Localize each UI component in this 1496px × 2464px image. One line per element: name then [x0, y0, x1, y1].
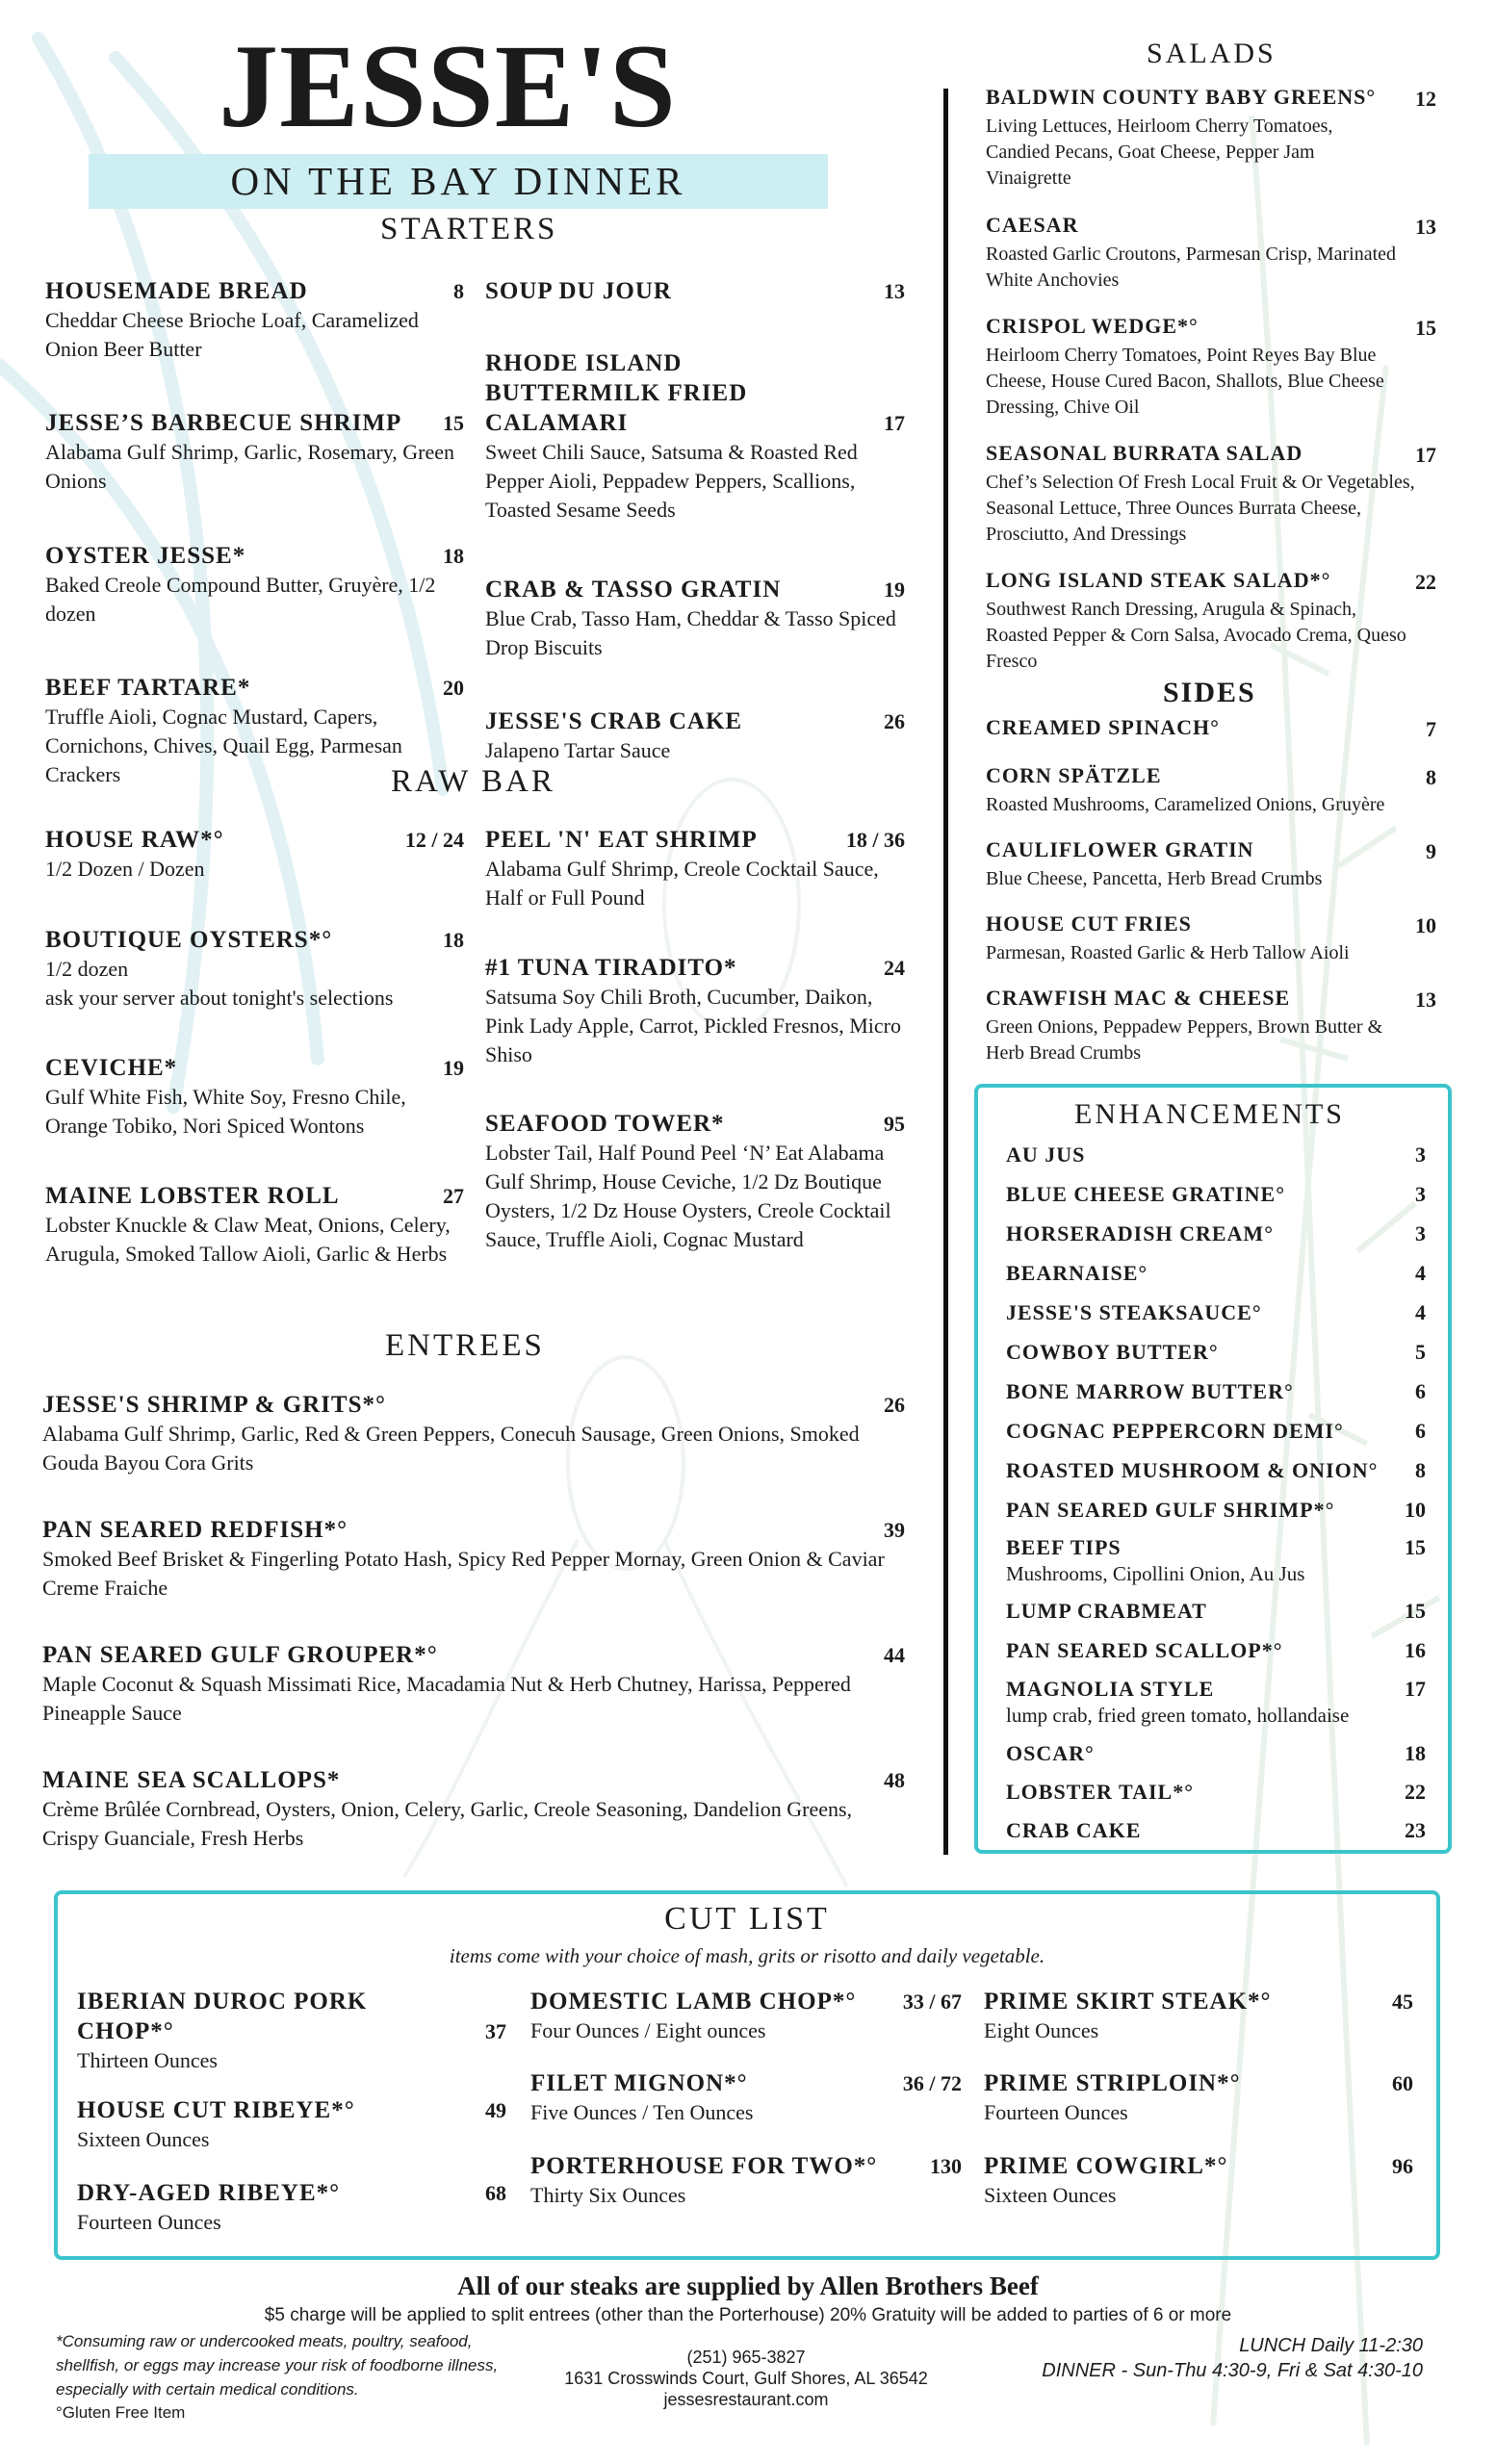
item-description: Blue Cheese, Pancetta, Herb Bread Crumbs [986, 868, 1323, 889]
item-price: 20 [443, 676, 464, 700]
menu-item [986, 836, 1436, 892]
menu-item [45, 825, 464, 884]
item-description: 1/2 dozen [45, 957, 129, 981]
item-description: Thirty Six Ounces [530, 2183, 686, 2207]
item-price: 48 [884, 1768, 905, 1792]
enhancement-item [1006, 1142, 1426, 1168]
item-price: 37 [485, 2019, 506, 2043]
item-price: 16 [1405, 1638, 1426, 1662]
item-description: Mushrooms, Cipollini Onion, Au Jus [1006, 1562, 1305, 1585]
item-description: Roasted Mushrooms, Caramelized Onions, Gruyère [986, 794, 1385, 815]
item-price: 12 / 24 [404, 828, 464, 852]
menu-item [986, 911, 1436, 966]
item-price: 60 [1392, 2071, 1413, 2095]
enhancement-item [1006, 1299, 1426, 1326]
item-name: HOUSE CUT RIBEYE*° [77, 2097, 355, 2123]
item-name: AU JUS [1006, 1142, 1086, 1167]
item-name: PRIME SKIRT STEAK*° [984, 1989, 1272, 2015]
item-name: LUMP CRABMEAT [1006, 1599, 1207, 1623]
item-name: RHODE ISLAND BUTTERMILK FRIED CALAMARI [485, 350, 748, 436]
enhancement-item [1006, 1418, 1426, 1445]
item-name: SOUP DU JOUR [485, 278, 672, 304]
website-link[interactable]: jessesrestaurant.com [663, 2390, 829, 2409]
item-description: Jalapeno Tartar Sauce [485, 738, 671, 762]
enhancement-item [1006, 1260, 1426, 1287]
item-price: 22 [1415, 570, 1436, 594]
menu-item [485, 348, 905, 525]
item-description: Five Ounces / Ten Ounces [530, 2100, 754, 2124]
item-name: CRAWFISH MAC & CHEESE [986, 986, 1291, 1010]
item-name: CAESAR [986, 213, 1079, 237]
menu-item [485, 276, 905, 306]
menu-item [42, 1515, 905, 1603]
item-description: Roasted Garlic Croutons, Parmesan Crisp, Marinated White Anchovies [986, 244, 1397, 291]
item-price: 17 [884, 411, 905, 435]
item-name: BEARNAISE° [1006, 1261, 1148, 1285]
item-name: JESSE’S BARBECUE SHRIMP [45, 410, 402, 436]
item-price: 15 [1405, 1599, 1426, 1623]
starters-heading: STARTERS [380, 212, 558, 246]
item-price: 49 [485, 2098, 506, 2122]
item-name: HOUSE CUT FRIES [986, 911, 1192, 936]
item-name: DOMESTIC LAMB CHOP*° [530, 1989, 857, 2015]
item-name: BEEF TIPS [1006, 1535, 1122, 1559]
menu-item [485, 575, 905, 662]
item-price: 18 [443, 544, 464, 568]
lunch-hours: LUNCH Daily 11-2:30 [1239, 2335, 1423, 2356]
item-description: Heirloom Cherry Tomatoes, Point Reyes Bay Blue Cheese, House Cured Bacon, Shallots, Blue Cheese Dressing, Chive Oil [986, 345, 1384, 418]
item-price: 15 [443, 411, 464, 435]
menu-item [485, 953, 905, 1069]
cut-item [530, 2151, 962, 2210]
item-price: 15 [1405, 1535, 1426, 1559]
item-name: JESSE'S STEAKSAUCE° [1006, 1300, 1262, 1324]
menu-item [986, 714, 1436, 744]
item-name: PAN SEARED REDFISH*° [42, 1517, 348, 1543]
item-price: 3 [1415, 1221, 1426, 1245]
item-price: 8 [453, 279, 464, 303]
item-description: Living Lettuces, Heirloom Cherry Tomatoes, Candied Pecans, Goat Cheese, Pepper Jam Vinaigrette [986, 116, 1333, 189]
item-description: Crème Brûlée Cornbread, Oysters, Onion, Celery, Garlic, Creole Seasoning, Dandelion Greens, Crispy Guanciale, Fresh Herbs [42, 1797, 853, 1850]
enhancements-heading: ENHANCEMENTS [1074, 1098, 1345, 1130]
item-name: CRISPOL WEDGE*° [986, 314, 1199, 338]
item-name: CEVICHE* [45, 1055, 178, 1081]
item-price: 5 [1415, 1340, 1426, 1364]
item-name: HORSERADISH CREAM° [1006, 1221, 1274, 1245]
item-description: Four Ounces / Eight ounces [530, 2018, 766, 2042]
cut-item [984, 1987, 1413, 2045]
menu-item [45, 1053, 464, 1141]
menu-item [986, 567, 1436, 675]
cut-item [77, 2178, 506, 2237]
raw-bar-heading: RAW BAR [391, 764, 555, 799]
item-description: Fourteen Ounces [984, 2100, 1128, 2124]
item-name: HOUSE RAW*° [45, 827, 224, 853]
menu-item [42, 1640, 905, 1728]
item-name: JESSE'S CRAB CAKE [485, 708, 743, 734]
item-name: BALDWIN COUNTY BABY GREENS° [986, 85, 1377, 109]
item-description: Southwest Ranch Dressing, Arugula & Spinach, Roasted Pepper & Corn Salsa, Avocado Crema, Queso Fresco [986, 599, 1406, 672]
item-name: BEEF TARTARE* [45, 675, 251, 701]
item-name: COWBOY BUTTER° [1006, 1340, 1219, 1364]
item-price: 18 [443, 928, 464, 952]
menu-item [986, 212, 1436, 294]
item-price: 19 [884, 578, 905, 602]
item-price: 3 [1415, 1182, 1426, 1206]
item-description: Alabama Gulf Shrimp, Creole Cocktail Sauce, Half or Full Pound [485, 857, 879, 910]
item-name: LOBSTER TAIL*° [1006, 1780, 1194, 1804]
item-description: ask your server about tonight's selections [45, 986, 394, 1010]
menu-item [986, 762, 1436, 818]
item-name: CRAB & TASSO GRATIN [485, 577, 782, 603]
item-name: HOUSEMADE BREAD [45, 278, 308, 304]
dinner-hours: DINNER - Sun-Thu 4:30-9, Fri & Sat 4:30-10 [1042, 2360, 1423, 2381]
item-name: CRAB CAKE [1006, 1818, 1142, 1842]
menu-item [45, 408, 464, 496]
item-description: lump crab, fried green tomato, hollandaise [1006, 1704, 1350, 1727]
item-price: 45 [1392, 1989, 1413, 2014]
item-description: Truffle Aioli, Cognac Mustard, Capers, Cornichons, Chives, Quail Egg, Parmesan Crackers [45, 705, 402, 786]
item-price: 24 [884, 956, 905, 980]
item-description: Fourteen Ounces [77, 2210, 221, 2234]
item-price: 6 [1415, 1419, 1426, 1443]
item-price: 8 [1415, 1458, 1426, 1482]
item-name: IBERIAN DUROC PORK CHOP*° [77, 1989, 368, 2044]
enhancement-item [1006, 1457, 1426, 1484]
item-price: 15 [1415, 316, 1436, 340]
cut-item [77, 1987, 506, 2075]
menu-item [42, 1390, 905, 1477]
item-description: Thirteen Ounces [77, 2048, 218, 2072]
item-price: 3 [1415, 1142, 1426, 1167]
salads-heading: SALADS [1147, 38, 1277, 69]
item-price: 33 / 67 [902, 1989, 962, 2014]
cut-list-heading: CUT LIST [664, 1901, 830, 1937]
raw-food-warning: *Consuming raw or undercooked meats, poultry, seafood, shellfish, or eggs may increase your risk of foodborne illness, especially with certain medical conditions. [56, 2332, 499, 2399]
sides-heading: SIDES [1163, 677, 1256, 708]
cut-item [984, 2068, 1413, 2127]
split-charge-note: $5 charge will be applied to split entrees (other than the Porterhouse) 20% Gratuity will be added to parties of 6 or more [264, 2305, 1232, 2325]
item-name: PORTERHOUSE FOR TWO*° [530, 2153, 878, 2179]
item-price: 18 / 36 [845, 828, 905, 852]
item-price: 26 [884, 709, 905, 733]
item-price: 27 [443, 1184, 464, 1208]
cut-item [530, 1987, 962, 2045]
phone-number: (251) 965-3827 [686, 2348, 806, 2367]
menu-item [42, 1765, 905, 1853]
item-description: Baked Creole Compound Butter, Gruyère, 1/2 dozen [45, 573, 436, 626]
item-description: Eight Ounces [984, 2018, 1099, 2042]
item-price: 13 [1415, 215, 1436, 239]
item-description: Sixteen Ounces [77, 2127, 210, 2151]
item-price: 6 [1415, 1379, 1426, 1403]
item-description: Alabama Gulf Shrimp, Garlic, Red & Green Peppers, Conecuh Sausage, Green Onions, Smoked Gouda Bayou Cora Grits [42, 1422, 860, 1475]
item-description: Gulf White Fish, White Soy, Fresno Chile, Orange Tobiko, Nori Spiced Wontons [45, 1085, 406, 1138]
item-name: BOUTIQUE OYSTERS*° [45, 927, 333, 953]
item-name: COGNAC PEPPERCORN DEMI° [1006, 1419, 1344, 1443]
item-description: Alabama Gulf Shrimp, Garlic, Rosemary, Green Onions [45, 440, 455, 493]
item-price: 4 [1415, 1300, 1426, 1324]
item-description: Sixteen Ounces [984, 2183, 1117, 2207]
item-name: MAINE SEA SCALLOPS* [42, 1767, 341, 1793]
item-name: OYSTER JESSE* [45, 543, 246, 569]
cut-item [77, 2095, 506, 2154]
gluten-free-legend: °Gluten Free Item [56, 2403, 186, 2422]
item-price: 95 [884, 1112, 905, 1136]
item-name: PAN SEARED SCALLOP*° [1006, 1638, 1283, 1662]
item-name: CREAMED SPINACH° [986, 715, 1220, 739]
item-name: FILET MIGNON*° [530, 2070, 748, 2096]
item-price: 9 [1426, 839, 1436, 863]
menu-item [485, 825, 905, 912]
item-name: PRIME COWGIRL*° [984, 2153, 1228, 2179]
enhancement-item [1006, 1676, 1426, 1728]
enhancement-item [1006, 1497, 1426, 1524]
item-price: 13 [1415, 988, 1436, 1012]
enhancement-item [1006, 1378, 1426, 1405]
enhancement-item [1006, 1339, 1426, 1366]
item-price: 17 [1415, 443, 1436, 467]
enhancement-item [1006, 1740, 1426, 1767]
item-price: 10 [1405, 1498, 1426, 1522]
menu-item [45, 541, 464, 629]
item-price: 96 [1392, 2154, 1413, 2178]
item-name: MAINE LOBSTER ROLL [45, 1183, 340, 1209]
item-name: PRIME STRIPLOIN*° [984, 2070, 1241, 2096]
enhancement-item [1006, 1534, 1426, 1586]
address: 1631 Crosswinds Court, Gulf Shores, AL 36542 [564, 2369, 928, 2388]
item-description: Chef’s Selection Of Fresh Local Fruit & Or Vegetables, Seasonal Lettuce, Three Ounces Burrata Cheese, Prosciutto, And Dressings [986, 472, 1415, 545]
item-price: 7 [1426, 717, 1436, 741]
menu-item [45, 925, 464, 1013]
enhancement-item [1006, 1181, 1426, 1208]
enhancement-item [1006, 1779, 1426, 1806]
item-description: Lobster Knuckle & Claw Meat, Onions, Celery, Arugula, Smoked Tallow Aioli, Garlic & Herbs [45, 1213, 451, 1266]
item-price: 22 [1405, 1780, 1426, 1804]
restaurant-title: JESSE'S [219, 20, 677, 152]
beef-supplier-note: All of our steaks are supplied by Allen Brothers Beef [457, 2272, 1039, 2300]
item-price: 17 [1405, 1677, 1426, 1701]
item-description: Lobster Tail, Half Pound Peel ‘N’ Eat Alabama Gulf Shrimp, House Ceviche, 1/2 Dz Boutique Oysters, 1/2 Dz House Oysters, Creole Cocktail Sauce, Truffle Aioli, Cognac Mustard [485, 1141, 891, 1251]
item-name: OSCAR° [1006, 1741, 1095, 1765]
item-name: PAN SEARED GULF SHRIMP*° [1006, 1498, 1335, 1522]
item-description: Sweet Chili Sauce, Satsuma & Roasted Red Pepper Aioli, Peppadew Peppers, Scallions, Toasted Sesame Seeds [485, 440, 858, 522]
item-name: MAGNOLIA STYLE [1006, 1677, 1215, 1701]
item-description: Maple Coconut & Squash Missimati Rice, Macadamia Nut & Herb Chutney, Harissa, Peppered Pineapple Sauce [42, 1672, 851, 1725]
item-description: Parmesan, Roasted Garlic & Herb Tallow Aioli [986, 942, 1350, 963]
item-price: 13 [884, 279, 905, 303]
enhancement-item [1006, 1637, 1426, 1664]
cut-item [984, 2151, 1413, 2210]
menu-item [485, 706, 905, 765]
item-price: 39 [884, 1518, 905, 1542]
column-divider [943, 89, 948, 1855]
item-price: 130 [930, 2154, 962, 2178]
item-name: JESSE'S SHRIMP & GRITS*° [42, 1392, 387, 1418]
menu-item [986, 440, 1436, 548]
item-description: Smoked Beef Brisket & Fingerling Potato Hash, Spicy Red Pepper Mornay, Green Onion & Caviar Creme Fraiche [42, 1547, 885, 1600]
item-name: #1 TUNA TIRADITO* [485, 955, 737, 981]
item-price: 4 [1415, 1261, 1426, 1285]
cut-list-note: items come with your choice of mash, grits or risotto and daily vegetable. [449, 1944, 1045, 1967]
menu-item [986, 313, 1436, 421]
menu-item [986, 985, 1436, 1066]
item-price: 23 [1405, 1818, 1426, 1842]
menu-item [485, 1109, 905, 1254]
item-name: DRY-AGED RIBEYE*° [77, 2180, 341, 2206]
item-price: 8 [1426, 765, 1436, 789]
menu-subtitle: ON THE BAY DINNER [230, 159, 686, 203]
menu-item [986, 84, 1436, 192]
item-description: Satsuma Soy Chili Broth, Cucumber, Daikon, Pink Lady Apple, Carrot, Pickled Fresnos, Micro Shiso [485, 985, 902, 1066]
item-description: Green Onions, Peppadew Peppers, Brown Butter & Herb Bread Crumbs [986, 1016, 1383, 1064]
entrees-heading: ENTREES [385, 1328, 545, 1363]
item-name: SEAFOOD TOWER* [485, 1111, 725, 1137]
menu-item [45, 276, 464, 364]
item-description: Cheddar Cheese Brioche Loaf, Caramelized Onion Beer Butter [45, 308, 419, 361]
item-price: 10 [1415, 913, 1436, 937]
item-description: Blue Crab, Tasso Ham, Cheddar & Tasso Spiced Drop Biscuits [485, 606, 896, 659]
item-name: CORN SPÄTZLE [986, 763, 1162, 787]
enhancement-item [1006, 1220, 1426, 1247]
item-name: BONE MARROW BUTTER° [1006, 1379, 1294, 1403]
item-description: 1/2 Dozen / Dozen [45, 857, 205, 881]
enhancement-item [1006, 1598, 1426, 1625]
item-price: 26 [884, 1393, 905, 1417]
item-price: 18 [1405, 1741, 1426, 1765]
item-name: PAN SEARED GULF GROUPER*° [42, 1642, 438, 1668]
item-name: CAULIFLOWER GRATIN [986, 837, 1254, 861]
item-name: SEASONAL BURRATA SALAD [986, 441, 1303, 465]
item-price: 19 [443, 1056, 464, 1080]
item-price: 44 [884, 1643, 905, 1667]
item-name: LONG ISLAND STEAK SALAD*° [986, 568, 1331, 592]
menu-item [45, 1181, 464, 1269]
item-name: BLUE CHEESE GRATINE° [1006, 1182, 1286, 1206]
item-price: 36 / 72 [902, 2071, 962, 2095]
item-name: PEEL 'N' EAT SHRIMP [485, 827, 758, 853]
item-price: 68 [485, 2181, 506, 2205]
enhancement-item [1006, 1817, 1426, 1844]
item-price: 12 [1415, 87, 1436, 111]
item-name: ROASTED MUSHROOM & ONION° [1006, 1458, 1379, 1482]
cut-item [530, 2068, 962, 2127]
